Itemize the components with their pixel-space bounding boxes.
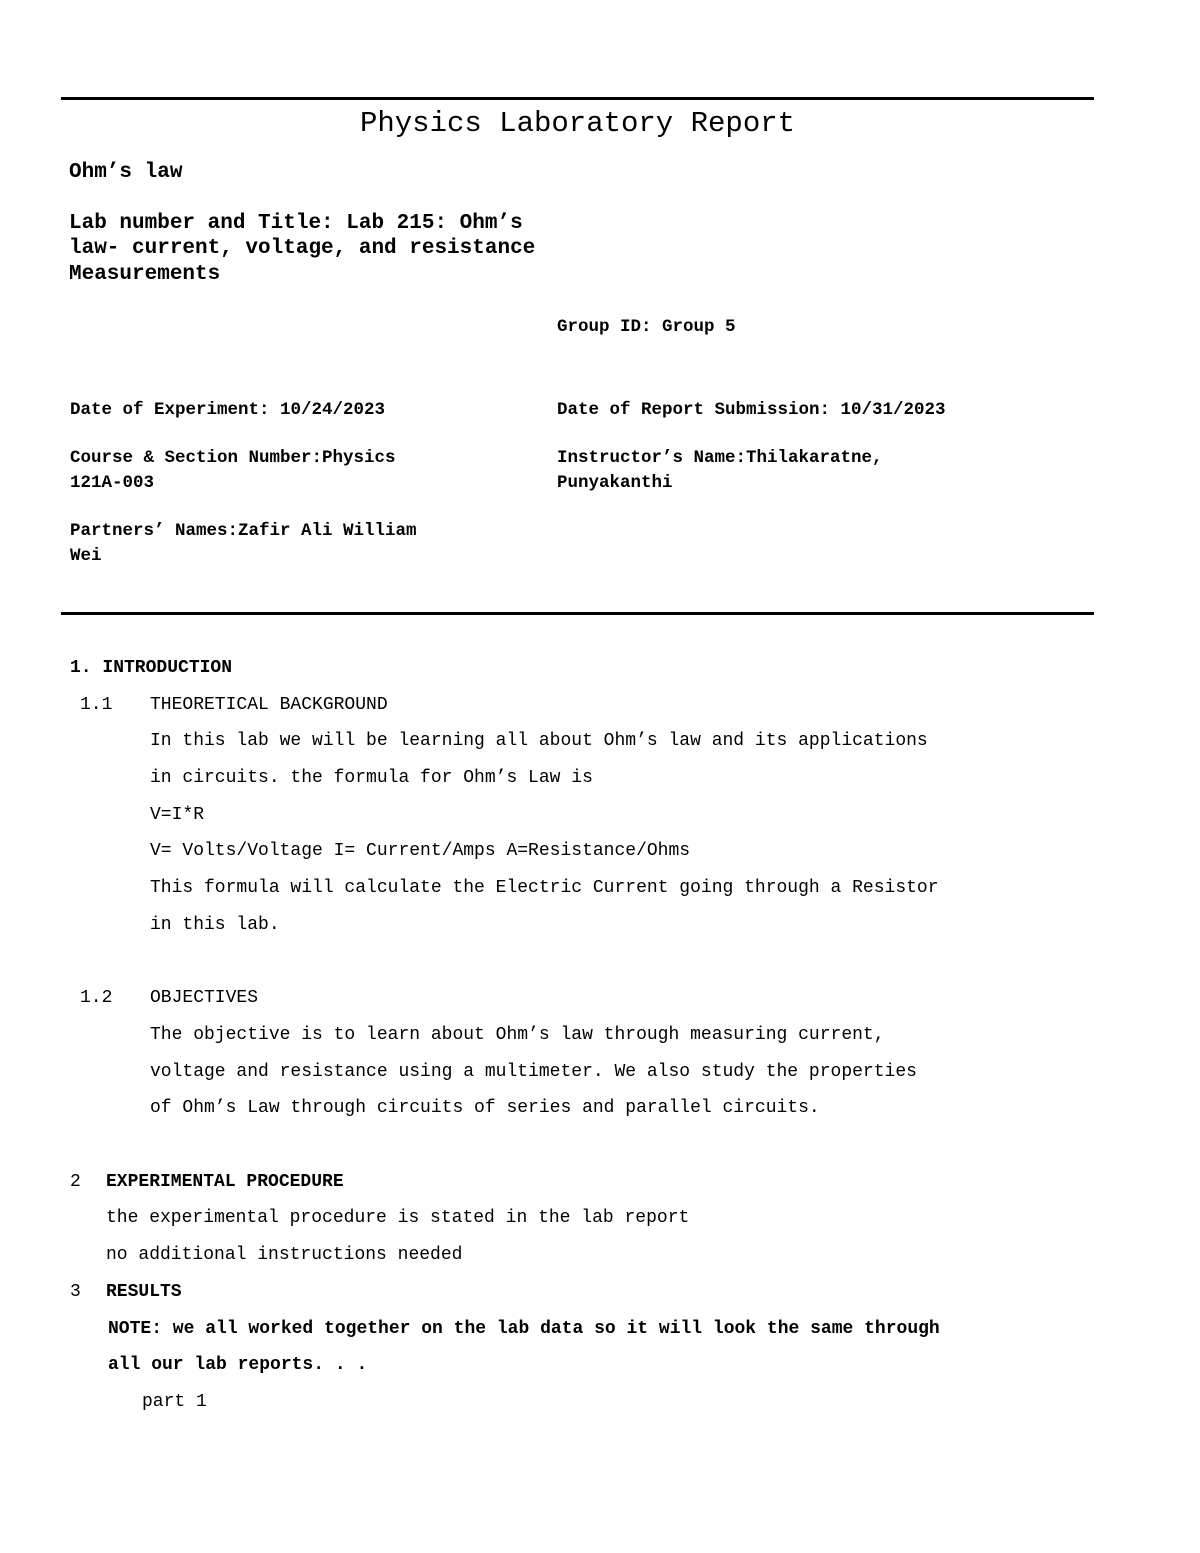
date-of-experiment: Date of Experiment: 10/24/2023 xyxy=(70,400,386,420)
section-1-2-line: The objective is to learn about Ohm’s law through measuring current, xyxy=(150,1025,885,1045)
group-id: Group ID: Group 5 xyxy=(557,317,736,337)
lab-title-line2: law- current, voltage, and resistance xyxy=(69,237,536,260)
partners-line2: Wei xyxy=(70,546,102,566)
partners-line1: Partners’ Names:Zafir Ali William xyxy=(70,521,417,541)
section-1-1-line: V=I*R xyxy=(150,805,205,825)
section-1-1-line: in circuits. the formula for Ohm’s Law is xyxy=(150,768,593,788)
date-of-submission: Date of Report Submission: 10/31/2023 xyxy=(557,400,946,420)
section-1-2-number: 1.2 xyxy=(80,988,113,1008)
section-1-1-line: This formula will calculate the Electric Current going through a Resistor xyxy=(150,878,939,898)
section-1-2-title: OBJECTIVES xyxy=(150,988,259,1008)
lab-title-line1: Lab number and Title: Lab 215: Ohm’s xyxy=(69,212,523,235)
section-1-1-line: V= Volts/Voltage I= Current/Amps A=Resistance/Ohms xyxy=(150,841,691,861)
header-bottom-rule xyxy=(61,612,1094,615)
report-subject: Ohm’s law xyxy=(69,161,183,184)
instructor-line1: Instructor’s Name:Thilakaratne, xyxy=(557,448,883,468)
section-2-line: the experimental procedure is stated in the lab report xyxy=(106,1208,690,1228)
section-1-1-line: In this lab we will be learning all about Ohm’s law and its applications xyxy=(150,731,928,751)
section-1-2-line: of Ohm’s Law through circuits of series and parallel circuits. xyxy=(150,1098,820,1118)
course-line2: 121A-003 xyxy=(70,473,155,493)
lab-title-line3: Measurements xyxy=(69,263,221,286)
top-rule xyxy=(61,97,1094,100)
section-3-title: RESULTS xyxy=(106,1282,182,1302)
section-2-number: 2 xyxy=(70,1172,81,1192)
section-1-1-line: in this lab. xyxy=(150,915,280,935)
report-title: Physics Laboratory Report xyxy=(359,107,796,140)
instructor-line2: Punyakanthi xyxy=(557,473,673,493)
results-part-label: part 1 xyxy=(142,1392,207,1412)
section-3-number: 3 xyxy=(70,1282,81,1302)
results-note-line: NOTE: we all worked together on the lab data so it will look the same through xyxy=(108,1319,940,1339)
section-1-1-number: 1.1 xyxy=(80,695,113,715)
section-2-title: EXPERIMENTAL PROCEDURE xyxy=(106,1172,344,1192)
section-2-line: no additional instructions needed xyxy=(106,1245,463,1265)
results-note-line: all our lab reports. . . xyxy=(108,1355,368,1375)
course-line1: Course & Section Number:Physics xyxy=(70,448,396,468)
intro-heading: 1. INTRODUCTION xyxy=(70,658,233,678)
section-1-2-line: voltage and resistance using a multimeter. We also study the properties xyxy=(150,1062,917,1082)
section-1-1-title: THEORETICAL BACKGROUND xyxy=(150,695,388,715)
